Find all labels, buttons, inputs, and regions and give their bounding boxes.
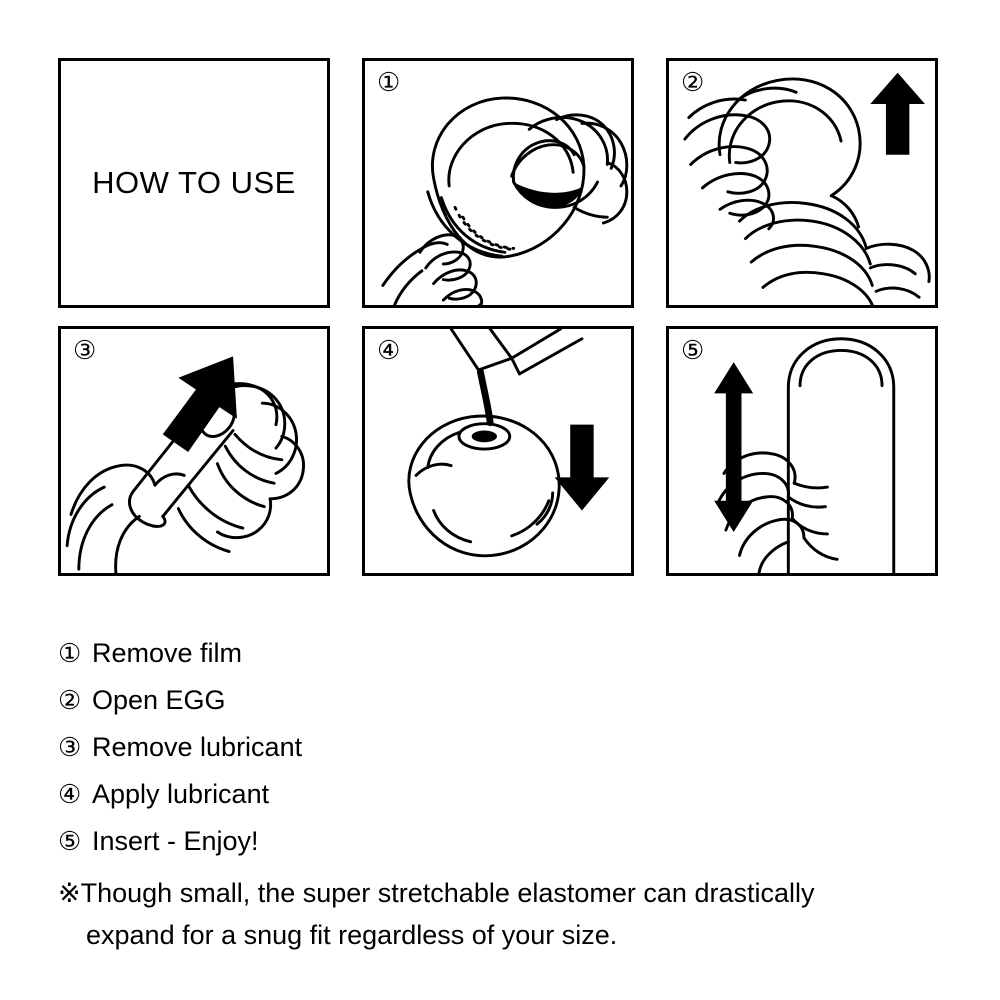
list-item xyxy=(58,818,958,865)
footnote-line-1: Though small, the super stretchable elastomer can drastically xyxy=(80,878,815,908)
step-number-2: ② xyxy=(681,67,705,97)
legend-marker-4: ④ xyxy=(58,779,82,809)
legend-label-5: Insert - Enjoy! xyxy=(92,826,259,856)
footnote-mark: ※ xyxy=(58,878,81,908)
panel-step-4 xyxy=(362,326,634,576)
footnote xyxy=(58,872,958,956)
legend-label-3: Remove lubricant xyxy=(92,732,303,762)
legend-marker-3: ③ xyxy=(58,732,82,762)
illustration-open-egg xyxy=(669,61,935,305)
legend-marker-5: ⑤ xyxy=(58,826,82,856)
illustration-apply-lubricant xyxy=(365,329,631,573)
step-number-5: ⑤ xyxy=(681,335,705,365)
step-number-1: ① xyxy=(377,67,401,97)
panel-step-5 xyxy=(666,326,938,576)
illustration-insert-enjoy xyxy=(669,329,935,573)
panel-grid xyxy=(58,58,938,576)
list-item xyxy=(58,630,958,677)
arrow-up-icon xyxy=(870,73,925,155)
legend-marker-1: ① xyxy=(58,638,82,668)
legend-label-4: Apply lubricant xyxy=(92,779,270,809)
panel-step-3 xyxy=(58,326,330,576)
step-number-4: ④ xyxy=(377,335,401,365)
steps-legend xyxy=(58,630,958,865)
legend-marker-2: ② xyxy=(58,685,82,715)
list-item xyxy=(58,677,958,724)
legend-label-1: Remove film xyxy=(92,638,243,668)
panel-title xyxy=(58,58,330,308)
list-item xyxy=(58,724,958,771)
page-title: HOW TO USE xyxy=(92,165,296,200)
illustration-remove-lubricant xyxy=(61,329,327,573)
legend-label-2: Open EGG xyxy=(92,685,226,715)
step-number-3: ③ xyxy=(73,335,97,365)
panel-step-1 xyxy=(362,58,634,308)
illustration-remove-film xyxy=(365,61,631,305)
arrow-down-icon xyxy=(555,425,610,511)
footnote-line-2: expand for a snug fit regardless of your size. xyxy=(86,920,618,950)
arrow-up-down-icon xyxy=(714,362,753,532)
panel-step-2 xyxy=(666,58,938,308)
list-item xyxy=(58,771,958,818)
